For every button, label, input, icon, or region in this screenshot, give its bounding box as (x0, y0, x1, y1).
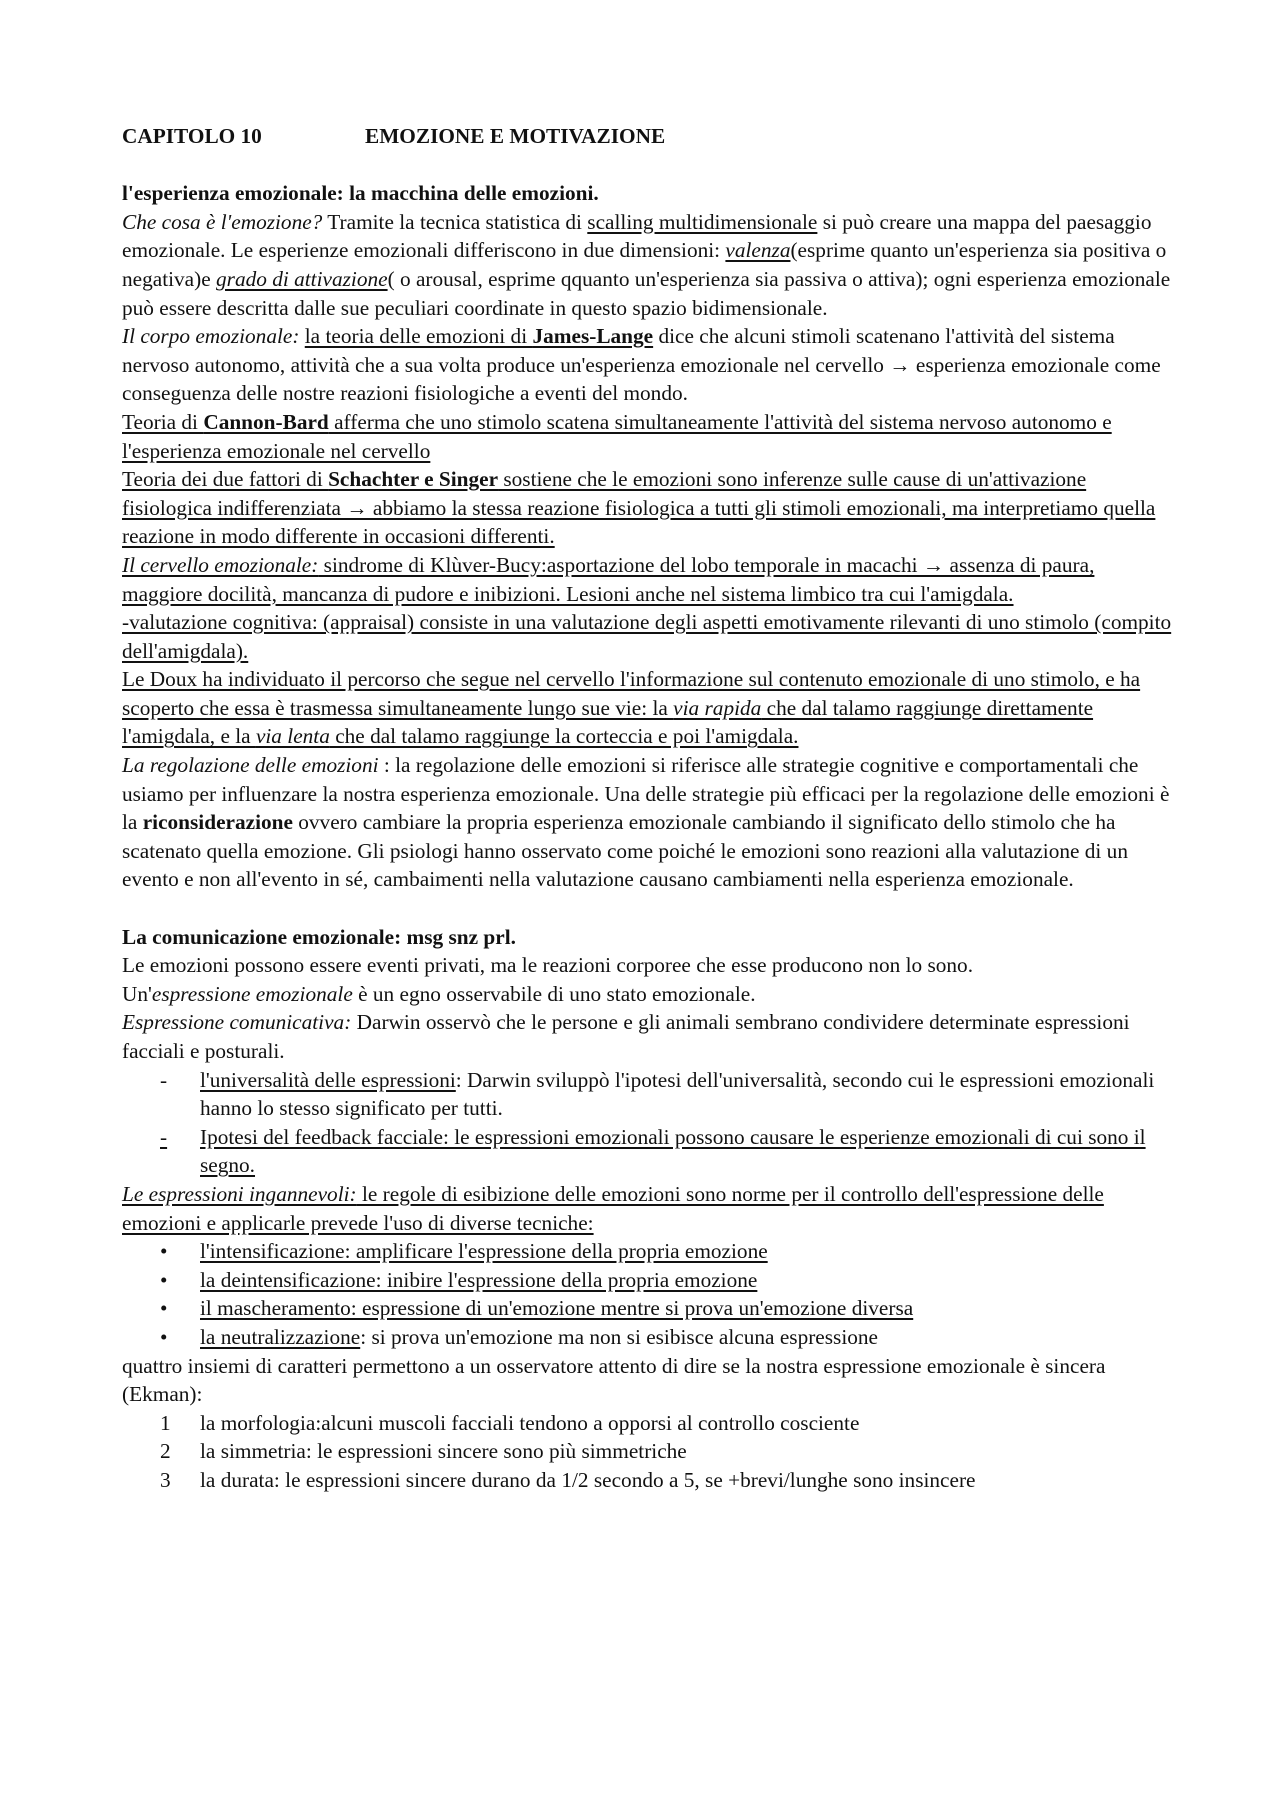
lead-term: Il corpo emozionale: (122, 324, 300, 349)
bold-term: James-Lange (532, 324, 654, 349)
lead-term: Il cervello emozionale: (122, 552, 319, 577)
bold-term: Schachter e Singer (328, 467, 499, 492)
bullet-list (122, 1237, 1172, 1351)
paragraph-private-events: Le emozioni possono essere eventi privati, ma le reazioni corporee che esse producono non lo sono. (122, 953, 974, 978)
list-item: 1 la morfologia:alcuni muscoli facciali tendono a opporsi al controllo cosciente (122, 1409, 1172, 1438)
underlined-term: valenza (725, 238, 791, 263)
lead-term: Espressione comunicativa: (122, 1010, 352, 1035)
list-marker: • (160, 1239, 168, 1264)
paragraph-appraisal: -valutazione cognitiva: (appraisal) consiste in una valutazione degli aspetti emotivamente rilevanti di uno stimolo (compito dell'amigdala). (122, 610, 1172, 663)
chapter-title: EMOZIONE E MOTIVAZIONE (365, 124, 666, 148)
section-heading-experience: l'esperienza emozionale: la macchina delle emozioni. (122, 181, 599, 206)
paragraph-expression-definition: Un'espressione emozionale è un egno osservabile di uno stato emozionale. (122, 981, 756, 1006)
section-heading-communication: La comunicazione emozionale: msg snz prl. (122, 924, 516, 949)
list-item: 3 la durata: le espressioni sincere durano da 1/2 secondo a 5, se +brevi/lunghe sono insincere (122, 1466, 1172, 1495)
list-marker: • (160, 1267, 168, 1292)
list-marker: 2 (160, 1439, 171, 1464)
lead-term: Le espressioni ingannevoli: (122, 1181, 357, 1206)
spacer (122, 151, 1172, 180)
paragraph-ekman: quattro insiemi di caratteri permettono a un osservatore attento di dire se la nostra espressione emozionale è sincera (Ekman): (122, 1353, 1106, 1407)
list-item: • l'intensificazione: amplificare l'espressione della propria emozione (122, 1237, 1172, 1266)
paragraph-two-factor: Teoria dei due fattori di Schachter e Singer sostiene che le emozioni sono inferenze sulle cause di un'attivazione fisiologica indifferenziata → abbiamo la stessa reazione fisiologica a tutti gli stimoli emozionali, ma interpretiamo quella reazione in modo differente in occasioni differenti. (122, 467, 1156, 549)
list-marker: 1 (160, 1410, 171, 1435)
list-item: • la neutralizzazione: si prova un'emozione ma non si esibisce alcuna espressione (122, 1323, 1172, 1352)
dash-list (122, 1066, 1172, 1180)
list-marker: - (160, 1124, 168, 1149)
list-item: • la deintensificazione: inibire l'espressione della propria emozione (122, 1266, 1172, 1295)
list-item: - Ipotesi del feedback facciale: le espressioni emozionali possono causare le esperienze emozionali di cui sono il segno. (160, 1124, 1146, 1178)
paragraph-regulation: La regolazione delle emozioni : la regolazione delle emozioni si riferisce alle strategie cognitive e comportamentali che usiamo per influenzare la nostra esperienza emozionale. Una delle strategie più efficaci per la regolazione delle emozioni è la riconsiderazione ovvero cambiare la propria esperienza emozionale cambiando il significato dello stimolo che ha scatenato quella emozione. Gli psiologi hanno osservato come poiché le emozioni sono reazioni alla valutazione di un evento e non all'evento in sé, cambaimenti nella valutazione causano cambiamenti nella esperienza emozionale. (122, 753, 1170, 892)
paragraph-emotional-body: Il corpo emozionale: la teoria delle emozioni di James-Lange dice che alcuni stimoli scatenano l'attività del sistema nervoso autonomo, attività che a sua volta produce un'esperienza emozionale nel cervello → esperienza emozionale come conseguenza delle nostre reazioni fisiologiche a eventi del mondo. (122, 324, 1161, 406)
list-item: 2 la simmetria: le espressioni sincere sono più simmetriche (122, 1437, 1172, 1466)
list-marker: • (160, 1296, 168, 1321)
document-page (122, 122, 1172, 1495)
numbered-list (122, 1409, 1172, 1495)
paragraph-le-doux: Le Doux ha individuato il percorso che segue nel cervello l'informazione sul contenuto emozionale di uno stimolo, e ha scoperto che essa è trasmessa simultaneamente lungo sue vie: la via rapida che dal talamo raggiunge direttamente l'amigdala, e la via lenta che dal talamo raggiunge la corteccia e poi l'amigdala. (122, 667, 1141, 749)
lead-term: Che cosa è l'emozione? (122, 209, 323, 234)
paragraph-deceptive-expressions: Le espressioni ingannevoli: le regole di esibizione delle emozioni sono norme per il controllo dell'espressione delle emozioni e applicarle prevede l'uso di diverse tecniche: (122, 1181, 1104, 1235)
list-item: • il mascheramento: espressione di un'emozione mentre si prova un'emozione diversa (122, 1294, 1172, 1323)
list-marker: • (160, 1324, 168, 1349)
chapter-number: CAPITOLO 10 (122, 124, 262, 148)
paragraph-what-is-emotion: Che cosa è l'emozione? Tramite la tecnica statistica di scalling multidimensionale si può creare una mappa del paesaggio emozionale. Le esperienze emozionali differiscono in due dimensioni: valenza(esprime quanto un'esperienza sia positiva o negativa)e grado di attivazione( o arousal, esprime qquanto un'esperienza sia passiva o attiva); ogni esperienza emozionale può essere descritta dalle sue peculiari coordinate in questo spazio bidimensionale. (122, 209, 1171, 320)
paragraph-communicative-expression: Espressione comunicativa: Darwin osservò che le persone e gli animali sembrano condividere determinate espressioni facciali e posturali. (122, 1010, 1130, 1063)
underlined-term: grado di attivazione (216, 266, 388, 291)
spacer (122, 894, 1172, 923)
paragraph-emotional-brain: Il cervello emozionale: sindrome di Klùver-Bucy:asportazione del lobo temporale in macachi → assenza di paura, maggiore docilità, mancanza di pudore e inibizioni. Lesioni anche nel sistema limbico tra cui l'amigdala. (122, 552, 1095, 606)
underlined-term: scalling multidimensionale (587, 209, 818, 234)
list-marker: - (160, 1067, 168, 1092)
bold-term: Cannon-Bard (203, 409, 329, 434)
lead-term: La regolazione delle emozioni (122, 753, 379, 778)
list-marker: 3 (160, 1467, 171, 1492)
bold-term: riconsiderazione (142, 810, 293, 835)
list-item: - l'universalità delle espressioni: Darwin sviluppò l'ipotesi dell'universalità, secondo cui le espressioni emozionali hanno lo stesso significato per tutti. (160, 1067, 1155, 1121)
paragraph-cannon-bard: Teoria di Cannon-Bard afferma che uno stimolo scatena simultaneamente l'attività del sistema nervoso autonomo e l'esperienza emozionale nel cervello (122, 409, 1112, 463)
chapter-heading (122, 122, 1172, 151)
